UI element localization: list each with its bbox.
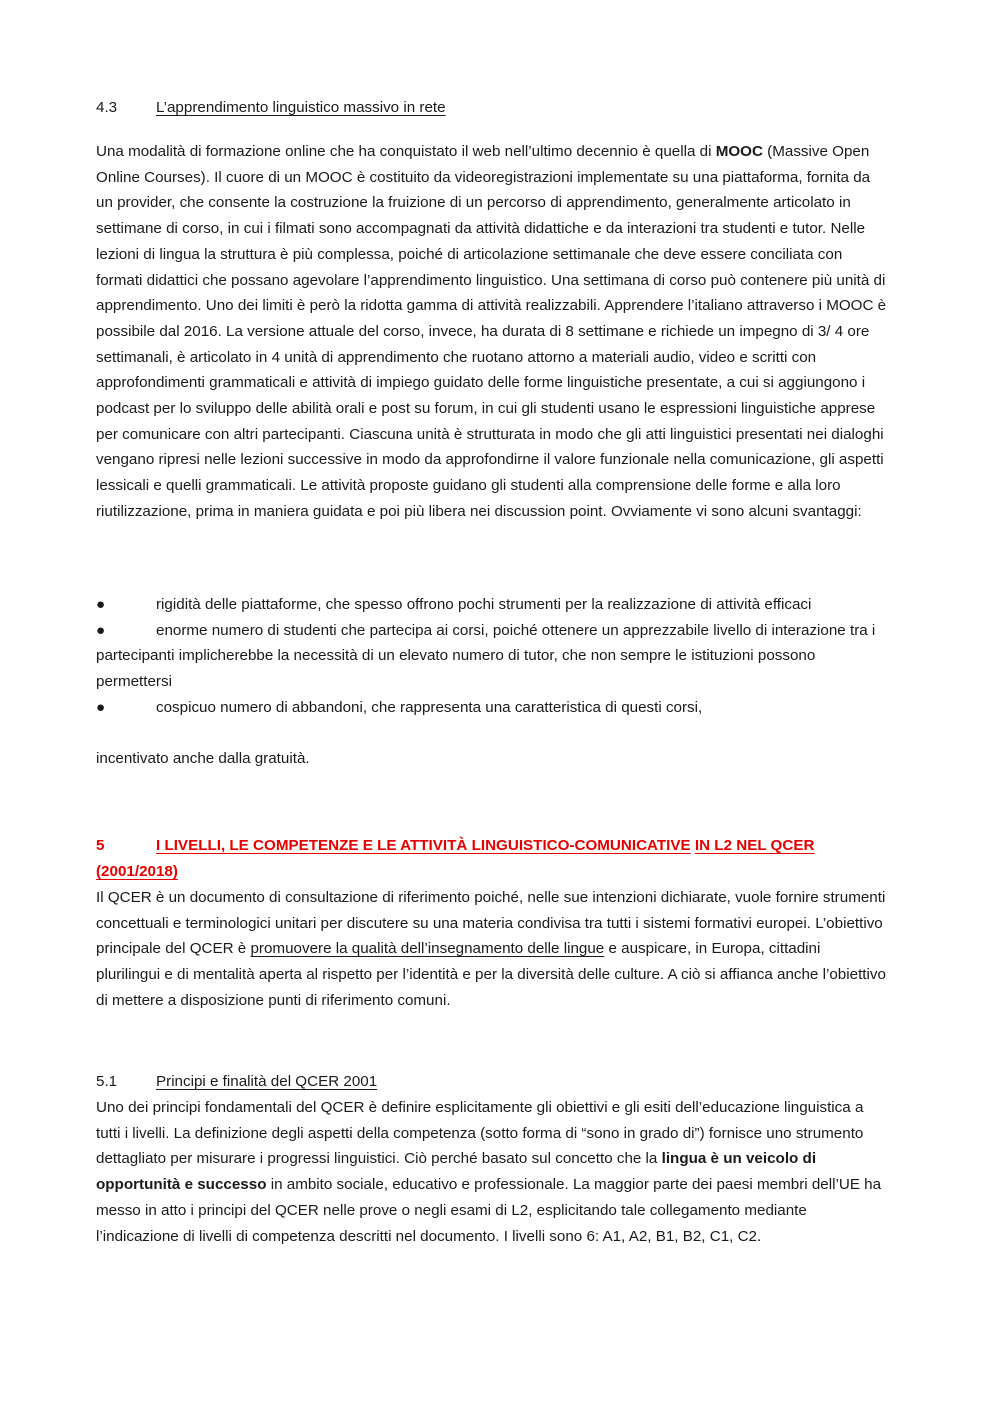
section-number: 5 [96,837,105,854]
paragraph-underlined-text: promuovere la qualità dell’insegnamento delle lingue [250,940,605,958]
section-number: 5.1 [96,1073,118,1090]
list-item-text: rigidità delle piattaforme, che spesso offrono pochi strumenti per la realizzazione di attività efficaci [156,596,812,613]
paragraph-text: in ambito sociale, educativo e professionale. La maggior parte dei paesi membri dell’UE ha messo in atto i principi del QCER nelle prove o negli esami di L2, esplicitando tale collegamento mediante l’indicazione di livelli di competenza descritti nel documento. I livelli sono 6: A1, A2, B1, B2, C1, C2. [96,1176,882,1245]
bullet-icon: ● [96,698,106,716]
paragraph-bold-text: MOOC [715,143,763,160]
list-item [96,618,888,695]
section-number: 4.3 [96,99,118,116]
bullet-icon: ● [96,596,106,613]
section-title: Principi e finalità del QCER 2001 [156,1073,378,1090]
paragraph-text: (Massive Open Online Courses). Il cuore di un MOOC è costituito da videoregistrazioni implementate su una piattaforma, fornita da un provider, che consente la costruzione la fruizione di un percorso di apprendimento, generalmente articolato in settimane di corso, in cui i filmati sono accompagnati da attività didattiche e da interazioni tra studenti e tutor. Nelle lezioni di lingua la struttura è più complessa, poiché di articolazione settimanale che deve essere conciliata con formati didattici che possano agevolare l’apprendimento linguistico. Una settimana di corso può contenere più unità di apprendimento. Uno dei limiti è però la ridotta gamma di attività realizzabili. Apprendere l’italiano attraverso i MOOC è possibile dal 2016. La versione attuale del corso, invece, ha durata di 8 settimane e richiede un impegno di 3/ 4 ore settimanali, è articolato in 4 unità di apprendimento che ruotano attorno a materiali audio, video e scritti con approfondimenti grammaticali e attività di impiego guidato delle forme linguistiche presentate, a cui si aggiungono i podcast per lo sviluppo delle abilità orali e post su forum, in cui gli studenti usano le espressioni linguistiche apprese per comunicare con altri partecipanti. Ciascuna unità è strutturata in modo che gli atti linguistici presentati nei dialoghi vengano ripresi nelle lezioni successive in modo da approfondirne il valore funzionale nella comunicazione, gli aspetti lessicali e quelli grammaticali. Le attività proposte guidano gli studenti alla comprensione delle forme e alla loro riutilizzazione, prima in maniera guidata e poi più libera nei discussion point. Ovviamente vi sono alcuni svantaggi: [96,143,887,520]
disadvantages-list [96,592,888,721]
paragraph-text: Il QCER è un documento di consultazione di riferimento poiché, nelle sue intenzioni dichiarate, vuole fornire strumenti concettuali e terminologici unitari per discutere su una materia condivisa tra tutti i sistemi formativi europei. L’obiettivo principale del QCER è [96,889,886,958]
paragraph-text: Uno dei principi fondamentali del QCER è definire esplicitamente gli obiettivi e gli esiti dell’educazione linguistica a tutti i livelli. La definizione degli aspetti della competenza (sotto forma di “sono in grado di”) fornisce uno strumento dettagliato per misurare i progressi linguistici. Ciò perché basato sul concetto che la [96,1099,864,1168]
section-title: L’apprendimento linguistico massivo in rete [156,99,446,116]
list-tail-text: incentivato anche dalla gratuità. [96,750,310,767]
section-title-part1: I LIVELLI, LE COMPETENZE E LE ATTIVITÀ LINGUISTICO-COMUNICATIVE [156,837,691,854]
list-item [96,592,888,618]
section-5-1-paragraph [96,1095,888,1249]
section-5-paragraph [96,885,888,1014]
list-item-text: enorme numero di studenti che partecipa ai corsi, poiché ottenere un apprezzabile livello di interazione tra i partecipanti implicherebbe la necessità di un elevato numero di tutor, che non sempre le istituzioni possono permettersi [96,621,876,691]
paragraph-text: e auspicare, in Europa, cittadini plurilingui e di mentalità aperta al rispetto per l’identità e per la diversità delle culture. A ciò si affianca anche l’obiettivo di mettere a disposizione punti di riferimento comuni. [96,940,886,1009]
list-item-text: cospicuo numero di abbandoni, che rappresenta una caratteristica di questi corsi, [156,698,703,716]
list-item [96,695,888,721]
section-4-3-heading [96,95,888,121]
paragraph-bold-text: lingua è un veicolo di opportunità e successo [96,1150,817,1194]
section-4-3-paragraph [96,139,888,525]
section-5-heading [96,833,888,884]
paragraph-text: Una modalità di formazione online che ha conquistato il web nell’ultimo decennio è quella di [96,143,716,160]
section-5-1-heading [96,1069,888,1095]
bullet-icon: ● [96,621,106,639]
section-title-line2: (2001/2018) [96,862,178,880]
section-title-part2: IN L2 NEL QCER [694,837,815,854]
